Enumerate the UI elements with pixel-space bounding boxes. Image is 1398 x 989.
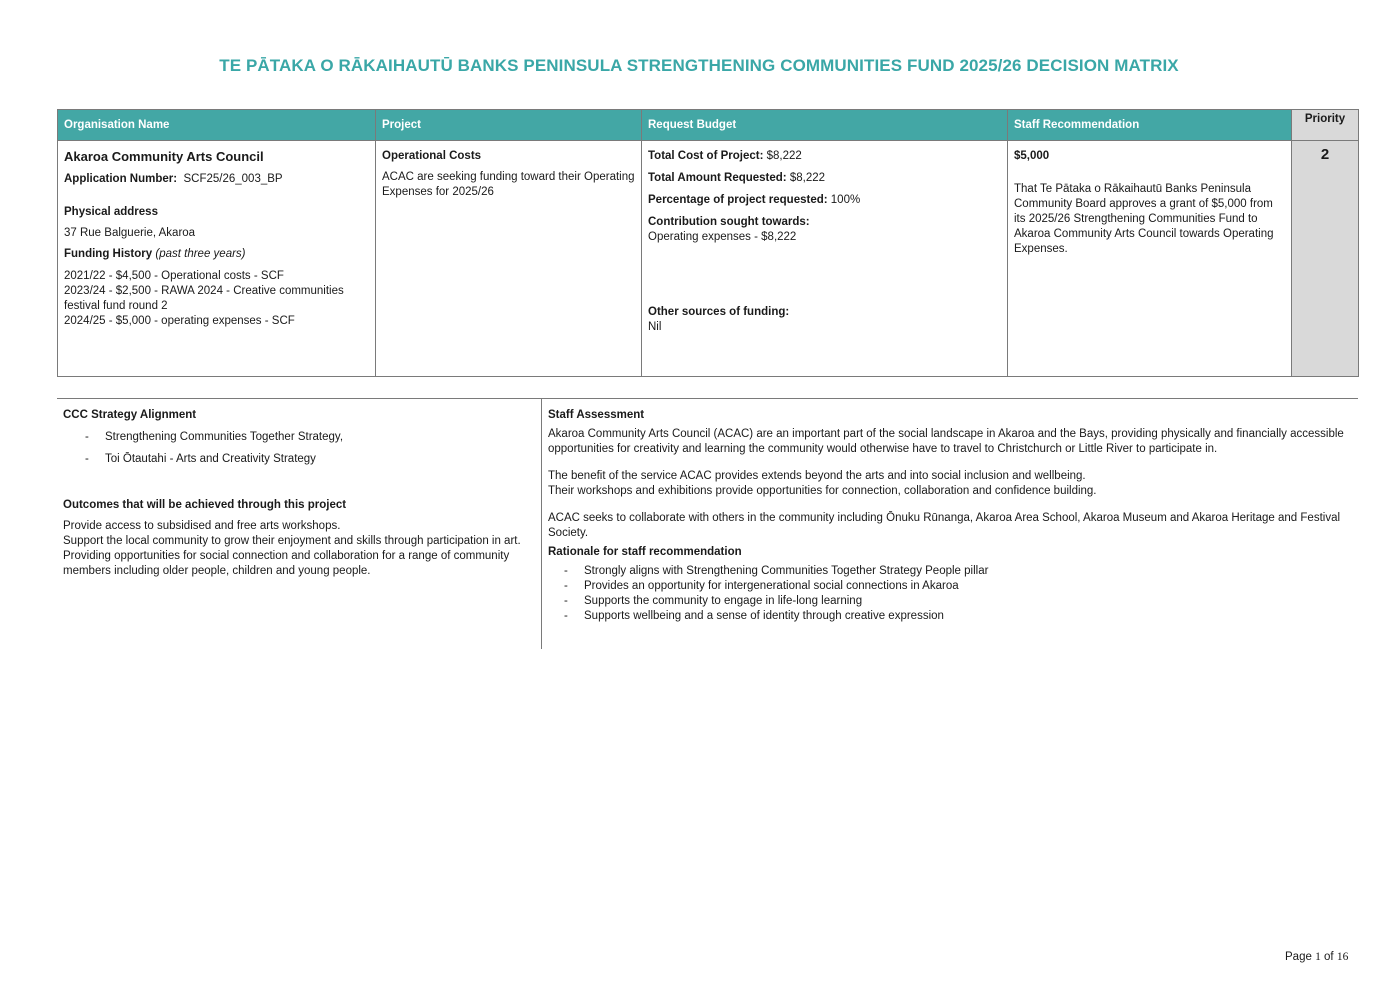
- strategy-alignment-heading: CCC Strategy Alignment: [63, 409, 197, 421]
- recommendation-amount: $5,000: [1014, 150, 1050, 162]
- staff-recommendation-cell: [1008, 141, 1292, 377]
- strategy-outcomes-column: [57, 399, 542, 649]
- total-requested-value: $8,222: [789, 172, 826, 184]
- list-item: - Supports wellbeing and a sense of identity through creative expression: [564, 609, 1352, 624]
- list-item: - Toi Ōtautahi - Arts and Creativity Strategy: [85, 452, 535, 467]
- other-funding-value: Nil: [648, 321, 662, 333]
- list-item: - Strongly aligns with Strengthening Communities Together Strategy People pillar: [564, 564, 1352, 579]
- page-title: TE PĀTAKA O RĀKAIHAUTŪ BANKS PENINSULA STRENGTHENING COMMUNITIES FUND 2025/26 DECISION MATRIX: [219, 56, 1179, 75]
- header-organisation-name: Organisation Name: [58, 110, 376, 141]
- total-cost-label: Total Cost of Project:: [648, 150, 764, 162]
- assessment-paragraph-line: Their workshops and exhibitions provide opportunities for connection, collaboration and confidence building.: [548, 485, 1097, 497]
- application-number-line: [64, 172, 369, 187]
- priority-value: 2: [1292, 141, 1359, 377]
- header-staff-recommendation: Staff Recommendation: [1008, 110, 1292, 141]
- percentage-value: 100%: [830, 194, 861, 206]
- total-requested-line: [648, 171, 1001, 186]
- total-pages: 16: [1336, 951, 1349, 963]
- header-project: Project: [376, 110, 642, 141]
- request-budget-cell: [642, 141, 1008, 377]
- list-item: - Strengthening Communities Together Strategy,: [85, 430, 535, 445]
- contribution-value: Operating expenses - $8,222: [648, 231, 797, 243]
- rationale-list: [564, 564, 1352, 624]
- project-description: ACAC are seeking funding toward their Operating Expenses for 2025/26: [382, 171, 635, 198]
- physical-address-label: Physical address: [64, 206, 158, 218]
- organisation-cell: [58, 141, 376, 377]
- outcome-line: Provide access to subsidised and free arts workshops.: [63, 520, 341, 532]
- list-item: - Provides an opportunity for intergenerational social connections in Akaroa: [564, 579, 1352, 594]
- other-funding-label: Other sources of funding:: [648, 306, 790, 318]
- table-header-row: [58, 110, 1359, 141]
- current-page: 1: [1315, 951, 1321, 963]
- of-label: of: [1324, 951, 1334, 963]
- recommendation-text: That Te Pātaka o Rākaihautū Banks Peninsula Community Board approves a grant of $5,000 from its 2025/26 Strengthening Communities Fund to Akaroa Community Arts Council towards Operating Expenses.: [1014, 183, 1274, 255]
- table-row: [58, 141, 1359, 377]
- total-cost-line: [648, 149, 1001, 164]
- assessment-section: [57, 398, 1358, 622]
- page-label: Page: [1285, 951, 1312, 963]
- funding-history-item: 2023/24 - $2,500 - RAWA 2024 - Creative communities festival fund round 2: [64, 285, 344, 312]
- strategy-alignment-list: [85, 430, 535, 467]
- organisation-name: Akaroa Community Arts Council: [64, 149, 264, 164]
- list-item: - Supports the community to engage in life-long learning: [564, 594, 1352, 609]
- total-requested-label: Total Amount Requested:: [648, 172, 787, 184]
- funding-history-label: Funding History: [64, 248, 153, 260]
- page-number: [1285, 950, 1348, 965]
- header-priority: Priority: [1292, 110, 1359, 141]
- funding-history-note: (past three years): [155, 248, 246, 260]
- project-title: Operational Costs: [382, 150, 482, 162]
- application-number-label: Application Number:: [64, 173, 178, 185]
- funding-history-item: 2024/25 - $5,000 - operating expenses - SCF: [64, 315, 295, 327]
- physical-address: 37 Rue Balguerie, Akaroa: [64, 227, 196, 239]
- outcomes-heading: Outcomes that will be achieved through this project: [63, 499, 347, 511]
- percentage-line: [648, 193, 1001, 208]
- header-request-budget: Request Budget: [642, 110, 1008, 141]
- assessment-paragraph-line: The benefit of the service ACAC provides extends beyond the arts and into social inclusion and wellbeing.: [548, 470, 1086, 482]
- application-number: SCF25/26_003_BP: [183, 173, 283, 185]
- outcome-line: Support the local community to grow their enjoyment and skills through participation in art.: [63, 535, 521, 547]
- assessment-paragraph: Akaroa Community Arts Council (ACAC) are an important part of the social landscape in Akaroa and the Bays, providing physically and financially accessible opportunities for creativity and learning the community would otherwise have to travel to Christchurch or Little River to participate in.: [548, 428, 1344, 455]
- funding-history-item: 2021/22 - $4,500 - Operational costs - SCF: [64, 270, 284, 282]
- total-cost-value: $8,222: [766, 150, 802, 162]
- outcome-line: Providing opportunities for social connection and collaboration for a range of community members including older people, children and young people.: [63, 550, 510, 577]
- assessment-paragraph: ACAC seeks to collaborate with others in the community including Ōnuku Rūnanga, Akaroa Area School, Akaroa Museum and Akaroa Heritage and Festival Society.: [548, 512, 1341, 539]
- rationale-heading: Rationale for staff recommendation: [548, 546, 742, 558]
- staff-assessment-heading: Staff Assessment: [548, 409, 645, 421]
- contribution-label: Contribution sought towards:: [648, 216, 810, 228]
- project-cell: [376, 141, 642, 377]
- funding-history-heading: [64, 247, 369, 262]
- percentage-label: Percentage of project requested:: [648, 194, 828, 206]
- staff-assessment-column: [542, 399, 1358, 633]
- decision-matrix-table: [57, 109, 1359, 377]
